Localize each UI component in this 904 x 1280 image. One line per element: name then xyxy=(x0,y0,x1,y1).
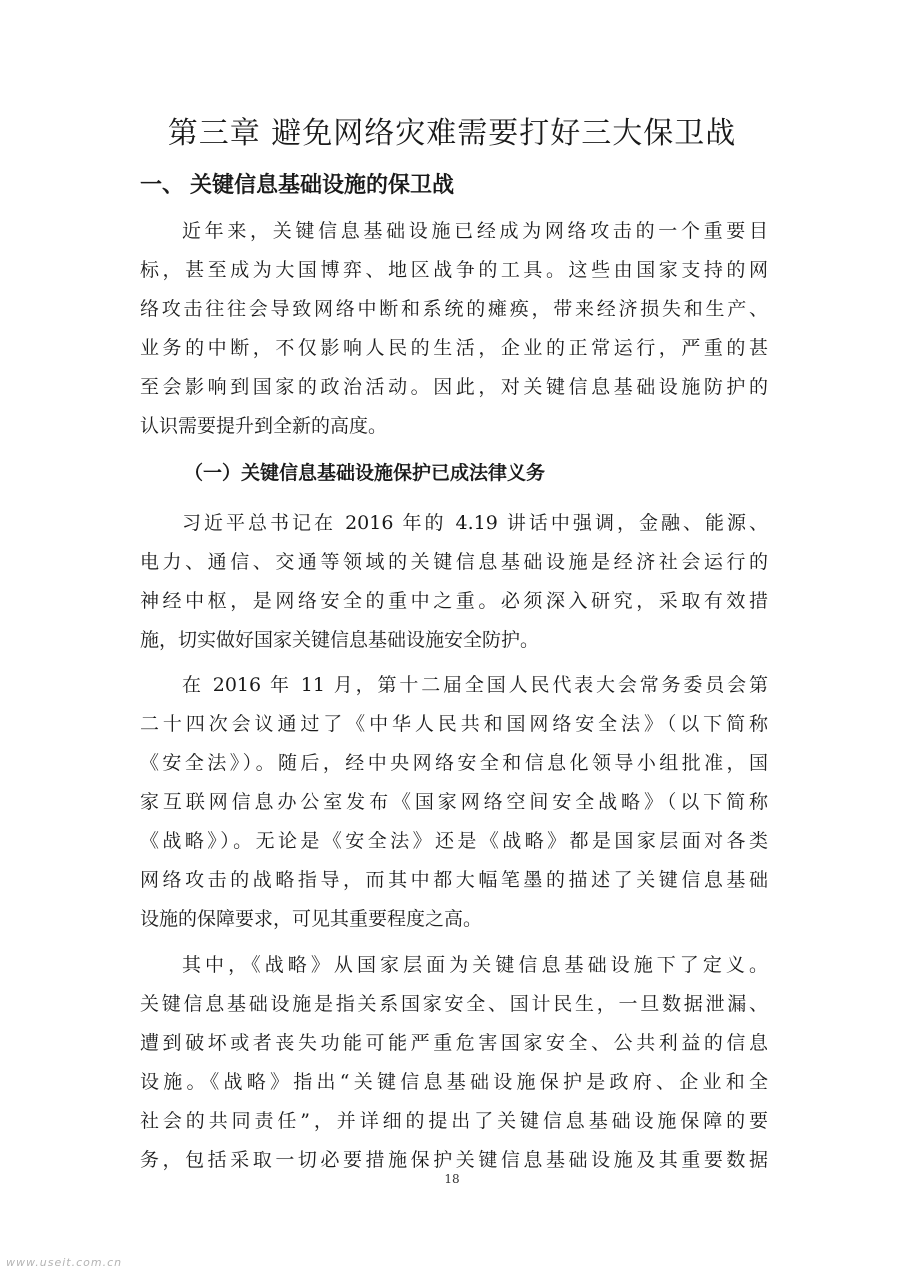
paragraph-line: 设施的保障要求，可见其重要程度之高。 xyxy=(140,908,483,930)
paragraph-1 xyxy=(140,212,768,446)
paragraph-line: 网络攻击的战略指导，而其中都大幅笔墨的描述了关键信息基础 xyxy=(140,869,768,891)
paragraph-line: 务，包括采取一切必要措施保护关键信息基础设施及其重要数据 xyxy=(140,1149,768,1171)
section-title-text: 关键信息基础设施的保卫战 xyxy=(190,173,455,198)
paragraph-line: 遭到破坏或者丧失功能可能严重危害国家安全、公共利益的信息 xyxy=(140,1032,768,1054)
paragraph-line: 家互联网信息办公室发布《国家网络空间安全战略》（以下简称 xyxy=(140,791,768,813)
paragraph-line: 设施。《战略》指出“关键信息基础设施保护是政府、企业和全 xyxy=(140,1071,768,1093)
section-number: 一、 xyxy=(140,173,185,198)
watermark: www.useit.com.cn xyxy=(6,1256,123,1269)
paragraph-line: 习近平总书记在 2016 年的 4.19 讲话中强调，金融、能源、 xyxy=(182,512,768,534)
paragraph-4 xyxy=(140,946,768,1180)
paragraph-line: 社会的共同责任”，并详细的提出了关键信息基础设施保障的要 xyxy=(140,1110,768,1132)
paragraph-line: 关键信息基础设施是指关系国家安全、国计民生，一旦数据泄漏、 xyxy=(140,993,768,1015)
paragraph-line: 其中，《战略》从国家层面为关键信息基础设施下了定义。 xyxy=(182,954,768,976)
paragraph-line: 《安全法》）。随后，经中央网络安全和信息化领导小组批准，国 xyxy=(140,752,768,774)
paragraph-line: 电力、通信、交通等领域的关键信息基础设施是经济社会运行的 xyxy=(140,551,768,573)
section-heading xyxy=(140,168,454,199)
paragraph-2 xyxy=(140,504,768,660)
paragraph-line: 标，甚至成为大国博弈、地区战争的工具。这些由国家支持的网 xyxy=(140,259,768,281)
paragraph-line: 二十四次会议通过了《中华人民共和国网络安全法》（以下简称 xyxy=(140,713,768,735)
paragraph-line: 近年来，关键信息基础设施已经成为网络攻击的一个重要目 xyxy=(182,220,768,242)
paragraph-3 xyxy=(140,666,768,939)
paragraph-line: 在 2016 年 11 月，第十二届全国人民代表大会常务委员会第 xyxy=(182,674,768,696)
paragraph-line: 《战略》）。无论是《安全法》还是《战略》都是国家层面对各类 xyxy=(140,830,768,852)
subsection-title: （一）关键信息基础设施保护已成法律义务 xyxy=(184,462,546,484)
paragraph-line: 至会影响到国家的政治活动。因此，对关键信息基础设施防护的 xyxy=(140,376,768,398)
paragraph-line: 业务的中断，不仅影响人民的生活，企业的正常运行，严重的甚 xyxy=(140,337,768,359)
page-number: 18 xyxy=(444,1172,460,1186)
chapter-title: 第三章 避免网络灾难需要打好三大保卫战 xyxy=(167,116,737,151)
paragraph-line: 络攻击往往会导致网络中断和系统的瘫痪，带来经济损失和生产、 xyxy=(140,298,768,320)
paragraph-line: 施，切实做好国家关键信息基础设施安全防护。 xyxy=(140,629,540,651)
paragraph-line: 神经中枢，是网络安全的重中之重。必须深入研究，采取有效措 xyxy=(140,590,768,612)
paragraph-line: 认识需要提升到全新的高度。 xyxy=(140,415,388,437)
